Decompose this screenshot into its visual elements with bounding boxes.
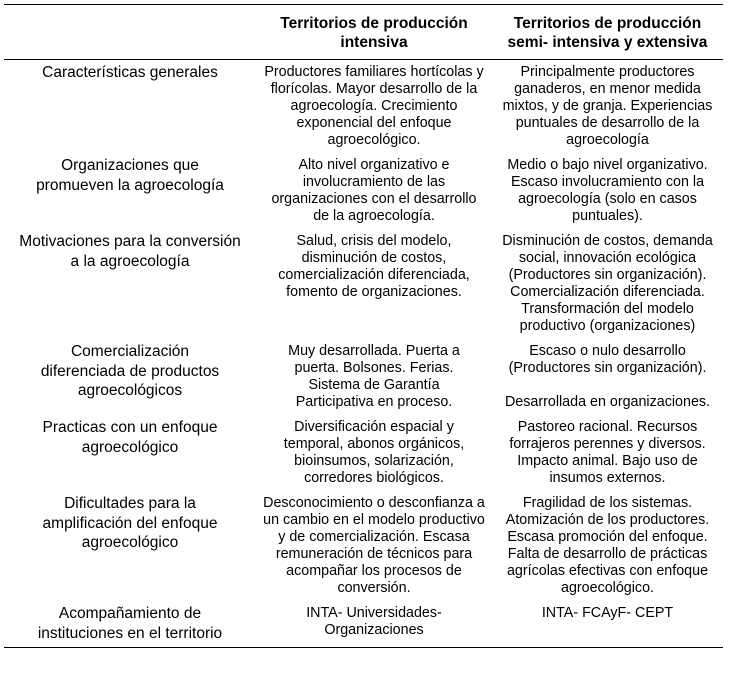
table-row <box>4 229 723 339</box>
cell-extensive: Disminución de costos, demanda social, innovación ecológica (Productores sin organización). Comercialización diferenciada. Transformación del modelo productivo (organizaciones) <box>502 233 713 334</box>
header-row <box>4 5 723 60</box>
row-label: Comercialización diferenciada de productos agroecológicos <box>40 343 220 399</box>
table-row <box>4 60 723 154</box>
cell-extensive-part2: Desarrollada en organizaciones. <box>504 394 711 410</box>
cell-intensive: Desconocimiento o desconfianza a un cambio en el modelo productivo y de comercialización. Escasa remuneración de técnicos para acompañar los procesos de conversión. <box>263 495 485 596</box>
row-label: Practicas con un enfoque agroecológico <box>42 419 218 456</box>
table-body <box>4 60 723 648</box>
cell-intensive: Productores familiares hortícolas y florícolas. Mayor desarrollo de la agroecología. Crecimiento exponencial del enfoque agroecológico. <box>264 64 484 148</box>
cell-intensive: INTA- Universidades- Organizaciones <box>306 605 442 638</box>
row-label: Motivaciones para la conversión a la agroecología <box>19 233 241 270</box>
table-row <box>4 339 723 415</box>
cell-extensive: Fragilidad de los sistemas. Atomización de los productores. Escasa promoción del enfoque. Falta de desarrollo de prácticas agrícolas efectivas con enfoque agroecológico. <box>505 495 710 596</box>
cell-extensive: Principalmente productores ganaderos, en menor medida mixtos, y de granja. Experiencias puntuales de desarrollo de la agroecología <box>502 64 713 148</box>
cell-intensive: Muy desarrollada. Puerta a puerta. Bolsones. Ferias. Sistema de Garantía Participativa en proceso. <box>288 343 460 410</box>
cell-extensive: Medio o bajo nivel organizativo. Escaso involucramiento con la agroecología (solo en casos puntuales). <box>507 157 708 224</box>
cell-extensive <box>492 339 723 415</box>
cell-extensive: INTA- FCAyF- CEPT <box>541 605 674 621</box>
cell-extensive: Pastoreo racional. Recursos forrajeros perennes y diversos. Impacto animal. Bajo uso de insumos externos. <box>509 419 706 486</box>
table-header <box>4 5 723 60</box>
table-row <box>4 491 723 601</box>
header-extensive: Territorios de producción semi- intensiva y extensiva <box>507 15 708 51</box>
cell-intensive: Alto nivel organizativo e involucramiento de las organizaciones con el desarrollo de la agroecología. <box>271 157 477 224</box>
cell-gap <box>498 377 717 394</box>
row-label: Acompañamiento de instituciones en el territorio <box>37 605 223 642</box>
cell-intensive: Salud, crisis del modelo, disminución de costos, comercialización diferenciada, fomento de organizaciones. <box>278 233 470 300</box>
row-label: Dificultades para la amplificación del enfoque agroecológico <box>42 495 218 551</box>
table-row <box>4 153 723 229</box>
row-label: Características generales <box>42 64 218 81</box>
comparison-table <box>4 4 723 648</box>
row-label: Organizaciones que promueven la agroecología <box>36 157 224 194</box>
table-row <box>4 415 723 491</box>
table-row <box>4 601 723 648</box>
header-empty <box>4 5 256 60</box>
cell-intensive: Diversificación espacial y temporal, abonos orgánicos, bioinsumos, solarización, corredores biológicos. <box>283 419 465 486</box>
cell-extensive-part1: Escaso o nulo desarrollo (Productores sin organización). <box>508 343 707 376</box>
header-intensive: Territorios de producción intensiva <box>280 15 468 51</box>
comparison-table-container <box>4 4 723 648</box>
